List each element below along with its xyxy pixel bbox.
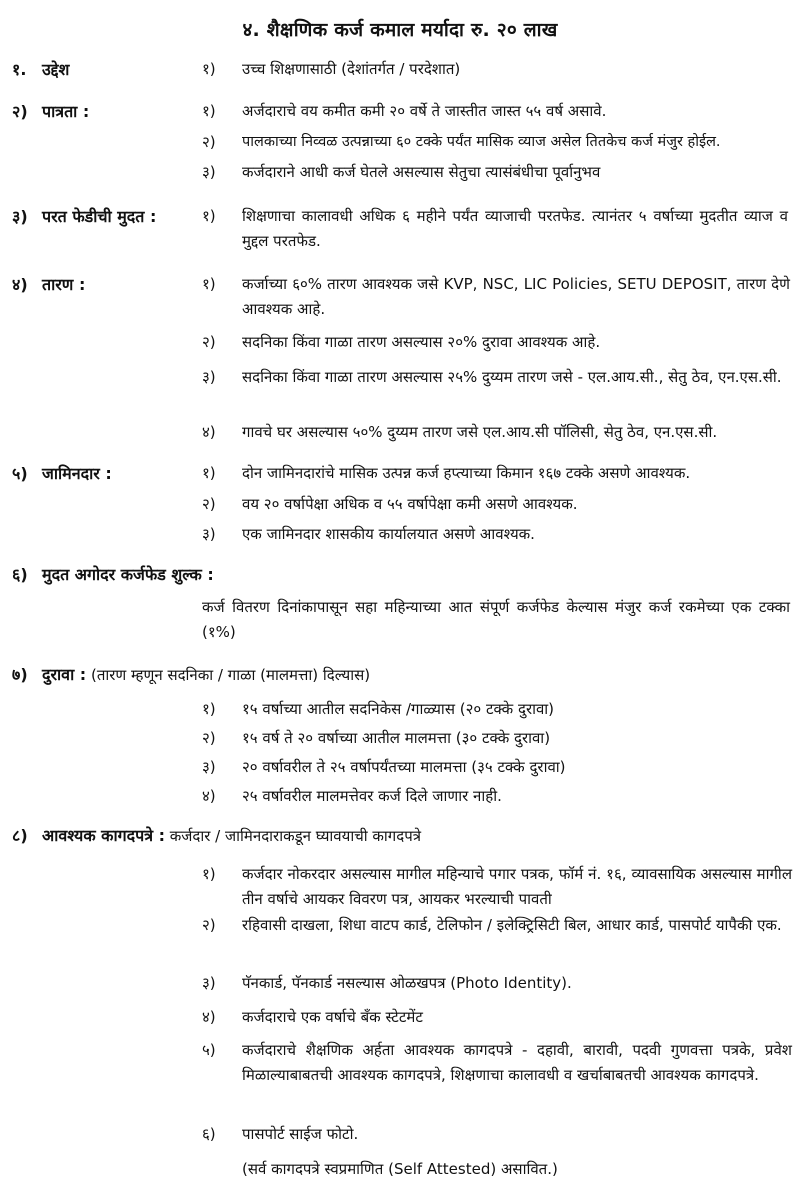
section-label xyxy=(42,823,421,849)
section-label: तारण : xyxy=(42,275,86,294)
list-item: कर्जदाराचे एक वर्षाचे बँक स्टेटमेंट xyxy=(242,1008,423,1026)
list-item: उच्च शिक्षणासाठी (देशांतर्गत / परदेशात) xyxy=(242,60,461,78)
item-number: १) xyxy=(202,102,216,120)
list-item: एक जामिनदार शासकीय कार्यालयात असणे आवश्यक. xyxy=(242,525,535,543)
paragraph: कर्ज वितरण दिनांकापासून सहा महिन्याच्या आत संपूर्ण कर्जफेड केल्यास मंजुर कर्ज रकमेच्या एक टक्का (१%) xyxy=(202,598,790,641)
section-number: ८) xyxy=(12,826,28,845)
list-item: कर्जदार नोकरदार असल्यास मागील महिन्याचे पगार पत्रक, फॉर्म नं. १६, व्यावसायिक असल्यास मागील तीन वर्षाचे आयकर विवरण पत्र, आयकर भरल्याची पावती xyxy=(242,865,792,908)
item-number: १) xyxy=(202,275,216,293)
item-number: ४) xyxy=(202,787,216,805)
section-number: ३) xyxy=(12,207,28,226)
list-item: १५ वर्ष ते २० वर्षाच्या आतील मालमत्ता (३० टक्के दुरावा) xyxy=(242,729,551,747)
item-number: २) xyxy=(202,729,216,747)
section-number: ७) xyxy=(12,665,28,684)
section-number: १. xyxy=(12,60,27,79)
list-item: पॅनकार्ड, पॅनकार्ड नसल्यास ओळखपत्र (Photo Identity). xyxy=(242,974,572,992)
list-item: शिक्षणाचा कालावधी अधिक ६ महीने पर्यंत व्याजाची परतफेड. त्यानंतर ५ वर्षाच्या मुदतीत व्याज व मुद्दल परतफेड. xyxy=(242,207,788,250)
item-number: ३) xyxy=(202,525,216,543)
item-number: १) xyxy=(202,207,216,225)
list-item: गावचे घर असल्यास ५०% दुय्यम तारण जसे एल.आय.सी पॉलिसी, सेतु ठेव, एन.एस.सी. xyxy=(242,423,718,441)
section-number: ४) xyxy=(12,275,28,294)
section-label-text: आवश्यक कागदपत्रे : xyxy=(42,826,166,845)
list-item: सदनिका किंवा गाळा तारण असल्यास २०% दुरावा आवश्यक आहे. xyxy=(242,333,601,351)
list-item: २० वर्षावरील ते २५ वर्षापर्यंतच्या मालमत्ता (३५ टक्के दुरावा) xyxy=(242,758,566,776)
item-number: ३) xyxy=(202,974,216,992)
item-number: ३) xyxy=(202,368,216,386)
item-number: १) xyxy=(202,865,216,883)
page-title: ४. शैक्षणिक कर्ज कमाल मर्यादा रु. २० लाख xyxy=(242,19,558,41)
section-number: ५) xyxy=(12,464,28,483)
section-label: उद्देश xyxy=(42,60,70,79)
item-number: १) xyxy=(202,60,216,78)
section-label-text: दुरावा : xyxy=(42,665,87,684)
item-number: २) xyxy=(202,133,216,151)
list-item: कर्जाच्या ६०% तारण आवश्यक जसे KVP, NSC, LIC Policies, SETU DEPOSIT, तारण देणे आवश्यक आहे. xyxy=(242,275,790,318)
item-number: ५) xyxy=(202,1041,216,1059)
section-label xyxy=(42,662,370,688)
item-number: ४) xyxy=(202,423,216,441)
section-label: जामिनदार : xyxy=(42,464,112,483)
list-item: अर्जदाराचे वय कमीत कमी २० वर्षे ते जास्तीत जास्त ५५ वर्ष असावे. xyxy=(242,102,607,120)
item-number: २) xyxy=(202,916,216,934)
item-number: २) xyxy=(202,333,216,351)
item-number: ३) xyxy=(202,163,216,181)
item-number: १) xyxy=(202,464,216,482)
section-label: परत फेडीची मुदत : xyxy=(42,207,157,226)
section-number: २) xyxy=(12,102,28,121)
footnote: (सर्व कागदपत्रे स्वप्रमाणित (Self Attested) असावित.) xyxy=(242,1160,558,1178)
list-item: पासपोर्ट साईज फोटो. xyxy=(242,1125,359,1143)
section-sublabel: (तारण म्हणून सदनिका / गाळा (मालमत्ता) दिल्यास) xyxy=(86,666,371,684)
section-number: ६) xyxy=(12,565,28,584)
list-item: १५ वर्षाच्या आतील सदनिकेस /गाळ्यास (२० टक्के दुरावा) xyxy=(242,700,555,718)
list-item: कर्जदाराने आधी कर्ज घेतले असल्यास सेतुचा त्यासंबंधीचा पूर्वानुभव xyxy=(242,163,601,181)
section-label: पात्रता : xyxy=(42,102,90,121)
list-item: रहिवासी दाखला, शिधा वाटप कार्ड, टेलिफोन / इलेक्ट्रिसिटी बिल, आधार कार्ड, पासपोर्ट यापैकी एक. xyxy=(242,916,782,934)
item-number: ६) xyxy=(202,1125,216,1143)
item-number: २) xyxy=(202,495,216,513)
list-item: पालकाच्या निव्वळ उत्पन्नाच्या ६० टक्के पर्यंत मासिक व्याज असेल तितकेच कर्ज मंजुर होईल. xyxy=(242,134,721,150)
section-label: मुदत अगोदर कर्जफेड शुल्क : xyxy=(42,565,214,584)
list-item: दोन जामिनदारांचे मासिक उत्पन्न कर्ज हप्त्याच्या किमान १६७ टक्के असणे आवश्यक. xyxy=(242,464,691,482)
item-number: ३) xyxy=(202,758,216,776)
list-item: २५ वर्षावरील मालमत्तेवर कर्ज दिले जाणार नाही. xyxy=(242,787,502,805)
item-number: ४) xyxy=(202,1008,216,1026)
list-item: सदनिका किंवा गाळा तारण असल्यास २५% दुय्यम तारण जसे - एल.आय.सी., सेतु ठेव, एन.एस.सी. xyxy=(242,368,782,386)
item-number: १) xyxy=(202,700,216,718)
section-sublabel: कर्जदार / जामिनदाराकडून घ्यावयाची कागदपत्रे xyxy=(165,827,421,845)
list-item: वय २० वर्षापेक्षा अधिक व ५५ वर्षापेक्षा कमी असणे आवश्यक. xyxy=(242,495,578,513)
list-item: कर्जदाराचे शैक्षणिक अर्हता आवश्यक कागदपत्रे - दहावी, बारावी, पदवी गुणवत्ता पत्रके, प्रवेश मिळाल्याबाबतची आवश्यक कागदपत्रे, शिक्षणाचा कालावधी व खर्चाबाबतची आवश्यक कागदपत्रे. xyxy=(242,1041,792,1084)
